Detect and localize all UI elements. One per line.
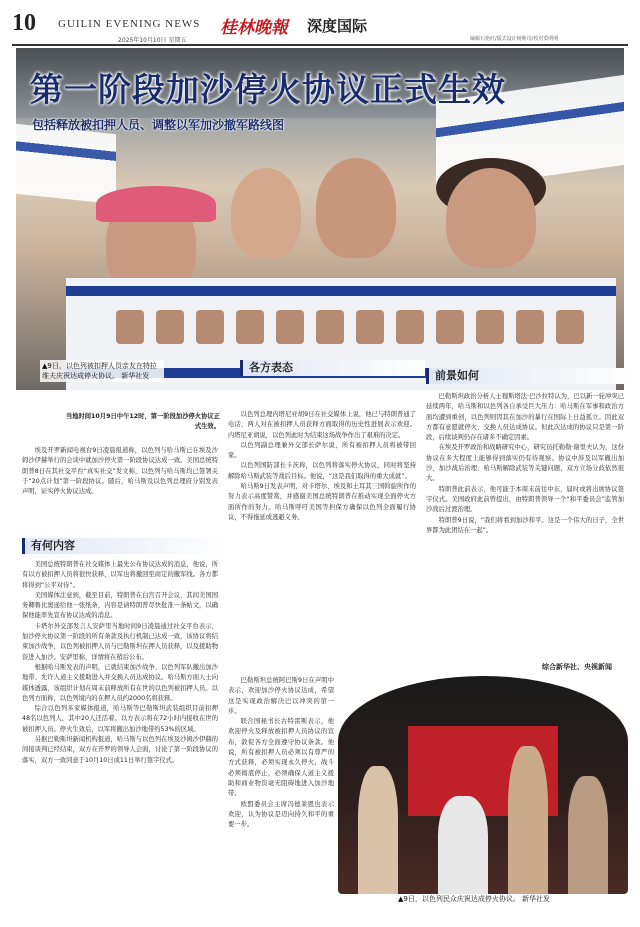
section-name: 深度国际 xyxy=(307,17,368,35)
subheadline: 包括释放被扣押人员、调整以军加沙撤军路线图 xyxy=(32,118,285,132)
page-header xyxy=(0,0,640,44)
main-photo xyxy=(16,48,624,390)
paper-logo: 桂林晚報 xyxy=(220,18,288,38)
flag xyxy=(16,122,116,205)
section-heading: 有何内容 xyxy=(22,538,227,554)
headline: 第一阶段加沙停火协议正式生效 xyxy=(30,70,506,109)
page-number: 10 xyxy=(12,10,36,36)
header-rule xyxy=(12,44,628,46)
lead-text: 埃及开罗新闻电视台9日凌晨报道称，以色列与哈马斯已在埃及沙姆沙伊赫举行的会谈中就加沙停火第一阶段协议达成一致。美国总统特朗普8日在其社交平台“真实社交”发文称，以色列与哈马斯均已签署关于“20点计划”第一阶段协议。随后，哈马斯及以色列总理府分别发表声明，证实停火协议达成。 xyxy=(22,447,218,496)
source-credit: 综合新华社、央视新闻 xyxy=(542,663,612,671)
paper-english-name: GUILIN EVENING NEWS xyxy=(58,18,201,30)
section-body: 以色列总理内塔尼亚胡9日在社交媒体上说，他已与特朗普通了电话，两人对在被扣押人员获释方面取得的历史性进展表示欢迎。内塔尼亚胡说，以色列此时为结束这场战争作出了艰难的决定。 以色列副总理兼外交部长萨尔说，所有被扣押人员将被带回家。 以色列国防部长卡茨称，以色列将落实停火协议，同时将坚持解除哈马斯武装等战后目标。他说，“这是我们取得的重大成就”。 哈马斯9日发表声明，对卡塔尔、埃及和土耳其三国斡旋所作的努力表示高度赞赏，并感谢美国总统特朗普在推动实现全面停火方面所作的努力。哈马斯呼吁美国等担保方确保以色列全面履行协议，不得拖延或逃避义务。 xyxy=(228,411,416,521)
section-body: 美国总统特朗普在社交媒体上最先公布协议达成的消息，他说，所有以方被扣押人员将很快获释，以军也将撤回至商定的撤军线。各方都将得到“公平对待”。 美国媒体注意到，截至目前，特朗普在白宫召开会议，其间美国国务卿鲁比奥递给他一张纸条，内容是请特朗普尽快批准一条帖文，以确保他能率先宣布协议达成的消息。 卡塔尔外交部发言人安萨里当地时间9日凌晨通过社交平台表示，加沙停火协议第一阶段的所有条款及执行机制已达成一致，该协议将结束加沙战争，以色列被扣押人员与巴勒斯坦在押人员获释，以及援助物资进入加沙。安萨里称，详情将在稍后公布。 根据哈马斯发表的声明，已就结束加沙战争、以色列军队撤出加沙地带、允许人道主义援助进入并交换人员达成协议。哈马斯方面人士向媒体透露，该组织计划在周末前释放所有在世的以色列被扣押人员。以色列方面称，以色列境内的在押人员约2000名将获释。 综合以色列多家媒体报道，哈马斯等巴勒斯坦武装组织目前扣押48名以色列人，其中20人还活着。以方表示将在72小时内接收在世的被扣押人员。停火生效后，以军将撤出加沙地带约53%的区域。 另据巴勒斯坦新闻机构报道，哈马斯与以色列在埃及沙姆沙伊赫的间接谈判已经结束，双方在开罗的领导人会面，讨论了第一阶段协议的落实，双方一致同意于10月10日或11日举行签字仪式。 xyxy=(22,561,218,764)
photo-caption: ▲9日，以色列民众庆祝达成停火协议。 新华社发 xyxy=(398,895,551,903)
editor-credits: 编辑石艳红/版式设计杨斯诗/校对莫明明 xyxy=(470,36,559,42)
photo-caption: ▲9日，以色列被扣押人员亲友在特拉维夫庆祝达成停火协议。 新华社发 xyxy=(40,360,164,382)
section-body-continued: 巴勒斯坦总统阿巴斯9日在声明中表示，欢迎加沙停火协议达成，希望这是实现政治解决巴以冲突的第一步。 联合国秘书长古特雷斯表示，他欢迎停火及释放被扣押人员协议的宣布，敦促各方全面遵守协议条款。他说，所有被扣押人员必须以有尊严的方式获释，必须实现永久停火，战斗必须彻底停止，必须确保人道主义援助和商业物资毫无阻碍地进入加沙地带。 欧盟委员会主席冯德莱恩也表示欢迎，认为协议是迈向持久和平的重要一步。 xyxy=(228,677,334,829)
section-body: 巴勒斯坦政治分析人士穆斯塔法·巴沙拉特认为，巴以新一轮冲突已延续两年，哈马斯和以色列各自承受巨大压力：哈马斯在军事和政治方面均遭到重创，以色列则因其在加沙的暴行在国际上日益孤立。因此双方都有意愿就停火、交换人员达成协议。但此次达成的协议只是第一阶段，后续谈判仍存在诸多不确定因素。 在埃及开罗政治和战略研究中心，研究员托勒勒·谢里夫认为，这份协议在多大程度上能够得到落实仍有待观察。协议中涉及以军撤出加沙、加沙战后治理、哈马斯解除武装等关键问题，双方立场分歧依然很大。 特朗普此前表示，他可能于本周末前往中东，届时或将出席协议签字仪式。美国政府此前曾提出，由特朗普领导一个“和平委员会”监管加沙战后过渡治理。 特朗普9日说，“我们将看到加沙和平。这是一个伟大的日子，全世界都为此团结在一起”。 xyxy=(426,393,624,534)
section-heading: 前景如何 xyxy=(426,368,633,384)
issue-date: 2025年10月10日 星期五 xyxy=(118,37,187,44)
section-heading: 各方表态 xyxy=(240,360,425,376)
celebration-photo xyxy=(338,676,628,894)
pink-hat xyxy=(96,186,216,222)
lead-bold: 当地时间10月9日中午12时，第一阶段加沙停火协议正式生效。 xyxy=(65,413,220,431)
